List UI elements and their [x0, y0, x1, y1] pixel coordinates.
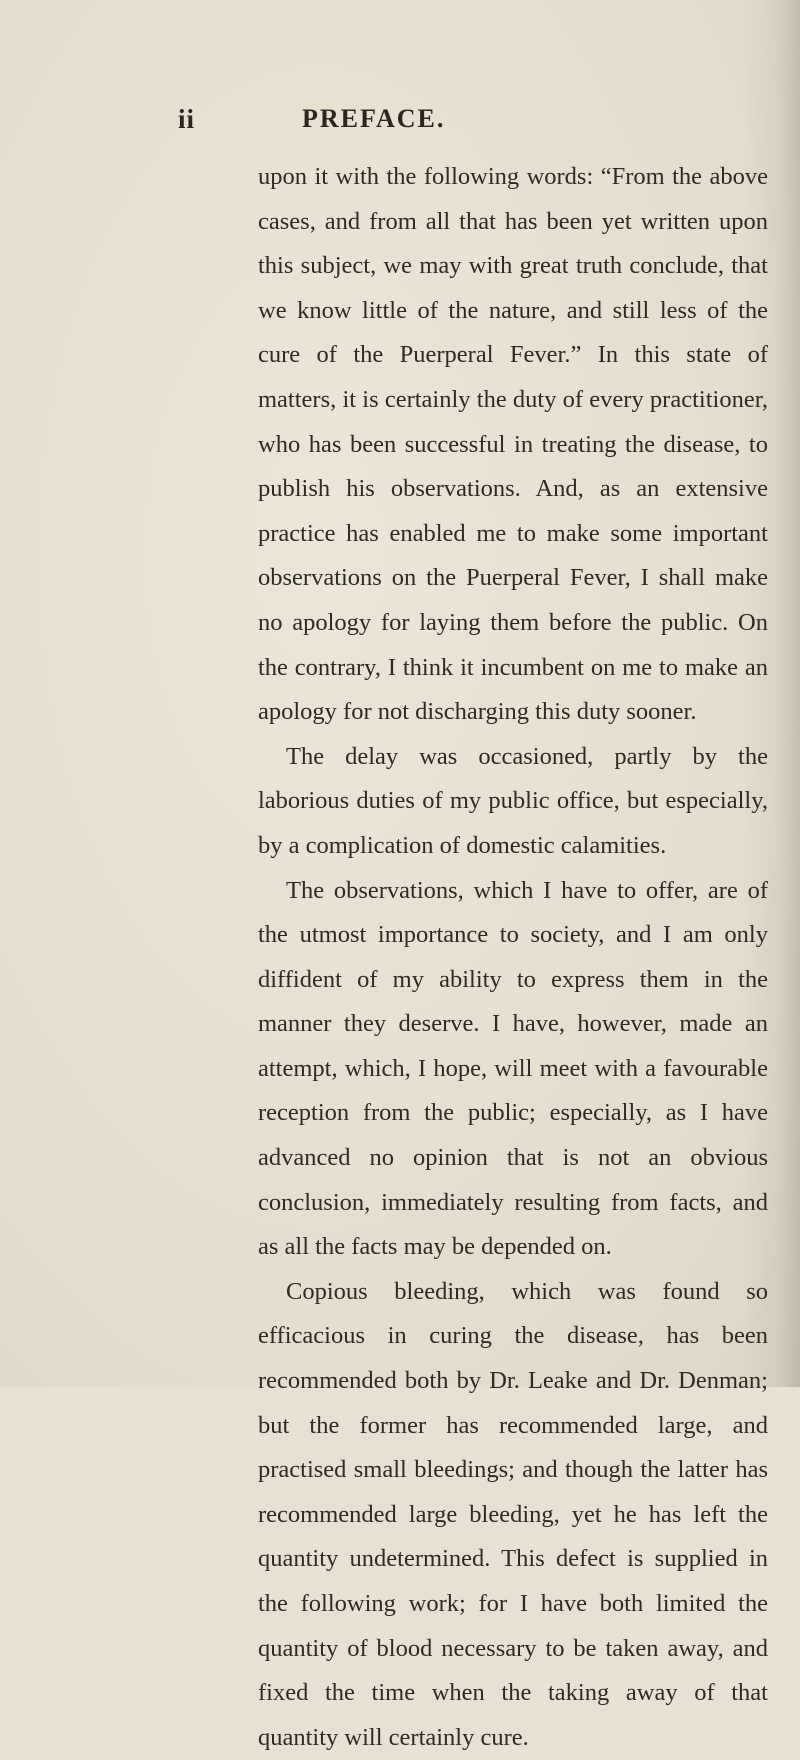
- paragraph-4: Copious bleeding, which was found so efficacious in curing the disease, has been recommended both by Dr. Leake and Dr. Denman; but the former has recommended large, and practised small bleedings; and though the latter has recommended large bleeding, yet he has left the quantity undetermined. This defect is supplied in the following work; for I have both limited the quantity of blood necessary to be taken away, and fixed the time when the taking away of that quantity will certainly cure.: [258, 1277, 768, 1751]
- running-head: PREFACE.: [302, 104, 446, 133]
- paragraph-2: The delay was occasioned, partly by the laborious duties of my public office, but especially, by a complication of domestic calamities.: [258, 742, 768, 859]
- page-header: [0, 104, 800, 144]
- paragraph-1: upon it with the following words: “From the above cases, and from all that has been yet written upon this subject, we may with great truth conclude, that we know little of the nature, and still less of the cure of the Puerperal Fever.” In this state of matters, it is certainly the duty of every practitioner, who has been successful in treating the disease, to publish his observations. And, as an extensive practice has enabled me to make some important observations on the Puerperal Fever, I shall make no apology for laying them before the public. On the contrary, I think it incumbent on me to make an apology for not discharging this duty sooner.: [258, 163, 768, 726]
- page-number: ii: [178, 104, 196, 134]
- paragraph-3: The observations, which I have to offer, are of the utmost importance to society, and I am only diffident of my ability to express them in the manner they deserve. I have, however, made an attempt, which, I hope, will meet with a favourable reception from the public; especially, as I have advanced no opinion that is not an obvious conclusion, immediately resulting from facts, and as all the facts may be depended on.: [258, 876, 768, 1261]
- body-text: [258, 155, 768, 1760]
